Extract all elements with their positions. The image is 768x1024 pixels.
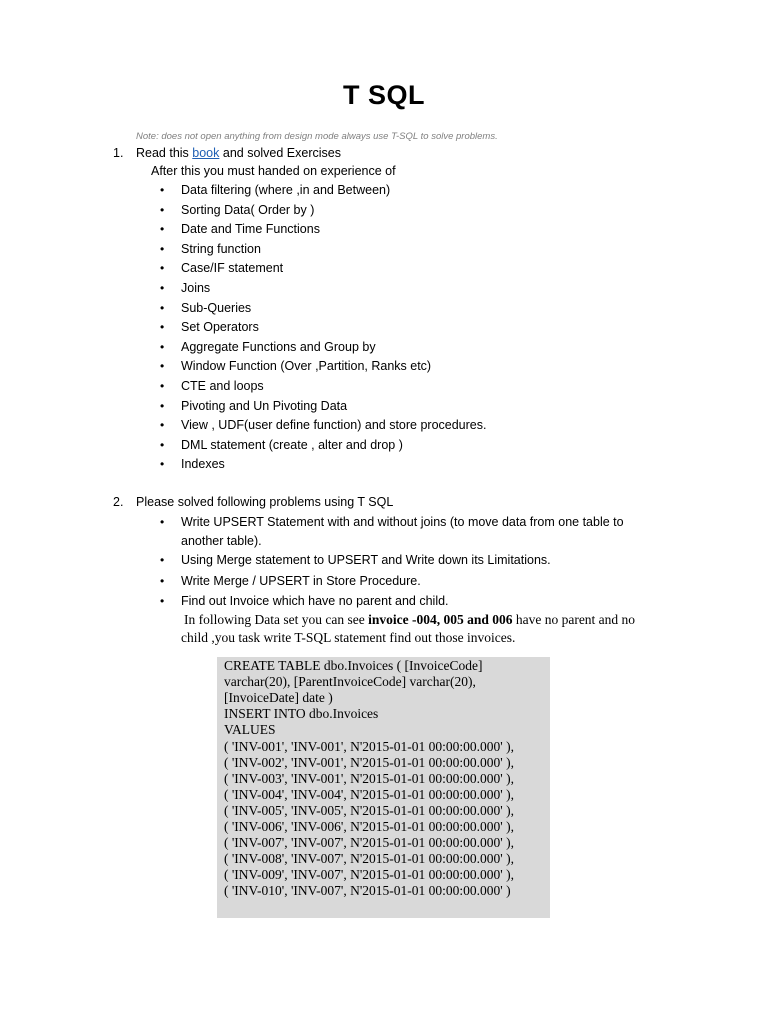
bullet: •	[160, 183, 165, 197]
topic-item-label: View , UDF(user define function) and store procedures.	[181, 418, 487, 433]
dataset-description	[184, 612, 635, 628]
section-1-suffix: and solved Exercises	[219, 146, 341, 160]
dataset-b: invoice -004, 005 and 006	[368, 612, 513, 627]
bullet: •	[160, 222, 165, 237]
code-block	[217, 657, 550, 918]
topic-item-label: Sorting Data( Order by )	[181, 202, 315, 217]
code-line: CREATE TABLE dbo.Invoices ( [InvoiceCode]	[224, 658, 483, 673]
bullet: •	[160, 281, 165, 295]
section-1-prefix: Read this	[136, 146, 193, 160]
bullet: •	[160, 437, 165, 452]
problem-item-store-procedure	[160, 574, 421, 588]
topic-item-label: Data filtering (where ,in and Between)	[181, 183, 391, 197]
bullet: •	[160, 457, 165, 472]
bullet: •	[160, 398, 165, 413]
code-line: ( 'INV-001', 'INV-001', N'2015-01-01 00:00:00.000' ),	[224, 738, 514, 754]
topic-item-label: Joins	[181, 281, 211, 295]
problem-2-a: Using	[181, 553, 217, 567]
problem-2-b: Merge statement to UPSERT	[216, 553, 378, 567]
dataset-description-continued: child ,you task write T-SQL statement find out those invoices.	[181, 630, 516, 645]
topic-item	[160, 457, 225, 471]
bullet: •	[160, 320, 165, 335]
code-line: ( 'INV-009', 'INV-007', N'2015-01-01 00:00:00.000' ),	[224, 867, 514, 883]
section-1-heading	[136, 146, 341, 160]
topic-item	[160, 261, 283, 275]
bullet: •	[160, 202, 165, 217]
code-line: ( 'INV-003', 'INV-001', N'2015-01-01 00:00:00.000' ),	[224, 770, 514, 786]
bullet: •	[160, 241, 165, 256]
topic-item-label: Case/IF statement	[181, 261, 284, 276]
topic-item-label: DML statement (create , alter and drop )	[181, 437, 403, 452]
problem-item-find-invoice	[160, 594, 449, 608]
topic-item	[160, 379, 264, 393]
topic-item	[160, 242, 261, 256]
topic-item-label: String function	[181, 241, 261, 256]
bullet: •	[160, 553, 165, 567]
topic-item	[160, 320, 259, 334]
bullet: •	[160, 574, 165, 588]
code-line: ( 'INV-006', 'INV-006', N'2015-01-01 00:00:00.000' ),	[224, 819, 514, 834]
code-line: ( 'INV-008', 'INV-007', N'2015-01-01 00:00:00.000' ),	[224, 851, 514, 867]
code-line: INSERT INTO dbo.Invoices	[224, 706, 379, 722]
topic-item-label: Date and Time Functions	[181, 222, 320, 237]
note-text: Note: does not open anything from design mode always use T-SQL to solve problems.	[136, 131, 498, 142]
dataset-a: In following Data set you can see	[184, 612, 369, 627]
bullet: •	[160, 261, 165, 276]
bullet: •	[160, 515, 165, 529]
topic-item-label: CTE and loops	[181, 379, 264, 393]
problem-2-c: and	[377, 553, 406, 567]
bullet: •	[160, 594, 165, 608]
topic-item	[160, 301, 251, 315]
problem-item-merge	[160, 553, 551, 567]
topic-item	[160, 359, 431, 373]
problem-3-b: Merge / UPSERT	[213, 574, 310, 588]
problem-1-a: Write	[181, 515, 214, 529]
code-line: [InvoiceDate] date )	[224, 690, 333, 706]
problem-item-upsert	[160, 515, 624, 529]
section-2-heading: Please solved following problems using T SQL	[136, 495, 394, 509]
problem-1-continued: another table).	[181, 534, 262, 548]
page-title: T SQL	[343, 80, 425, 110]
code-line: ( 'INV-002', 'INV-001', N'2015-01-01 00:00:00.000' ),	[224, 754, 514, 770]
section-2-number: 2.	[113, 495, 124, 509]
topic-item	[160, 438, 403, 452]
problem-2-e: .	[547, 553, 551, 567]
topic-item-label: Indexes	[181, 457, 225, 472]
topic-item-label: Sub-Queries	[181, 300, 252, 315]
topic-item	[160, 418, 486, 432]
bullet: •	[160, 379, 165, 393]
code-line: ( 'INV-007', 'INV-007', N'2015-01-01 00:00:00.000' ),	[224, 835, 514, 851]
problem-1-b: UPSERT Statement with and without joins (to move data from one table to	[213, 515, 624, 529]
topic-item	[160, 183, 390, 197]
bullet: •	[160, 300, 165, 315]
bullet: •	[160, 339, 165, 354]
problem-4-b: which have no parent and child.	[269, 594, 449, 608]
problem-4-a: Find out Invoice	[181, 594, 270, 608]
topic-item	[160, 203, 314, 217]
code-line: ( 'INV-010', 'INV-007', N'2015-01-01 00:00:00.000' )	[224, 883, 511, 899]
code-line: ( 'INV-004', 'INV-004', N'2015-01-01 00:00:00.000' ),	[224, 786, 514, 802]
problem-3-c: in Store Procedure.	[309, 574, 421, 588]
topic-item-label: Window Function (Over ,Partition, Ranks etc)	[181, 359, 432, 374]
code-line: VALUES	[224, 722, 276, 738]
bullet: •	[160, 359, 165, 374]
bullet: •	[160, 418, 165, 433]
topic-item	[160, 222, 320, 236]
topic-item	[160, 340, 376, 354]
section-1-subtitle: After this you must handed on experience of	[151, 164, 396, 178]
section-1-number: 1.	[113, 146, 124, 160]
problem-2-d: Write down its Limitations	[405, 553, 548, 567]
dataset-c: have no parent and no	[512, 612, 636, 627]
book-link[interactable]: book	[192, 146, 220, 160]
topic-item-label: Pivoting and Un Pivoting Data	[181, 398, 348, 413]
topic-item	[160, 399, 347, 413]
code-line: varchar(20), [ParentInvoiceCode] varchar(20),	[224, 674, 476, 690]
topic-item-label: Aggregate Functions and Group by	[181, 339, 376, 354]
code-line: ( 'INV-005', 'INV-005', N'2015-01-01 00:00:00.000' ),	[224, 802, 514, 818]
topic-item	[160, 281, 210, 295]
problem-3-a: Write	[181, 574, 214, 588]
topic-item-label: Set Operators	[181, 320, 259, 335]
